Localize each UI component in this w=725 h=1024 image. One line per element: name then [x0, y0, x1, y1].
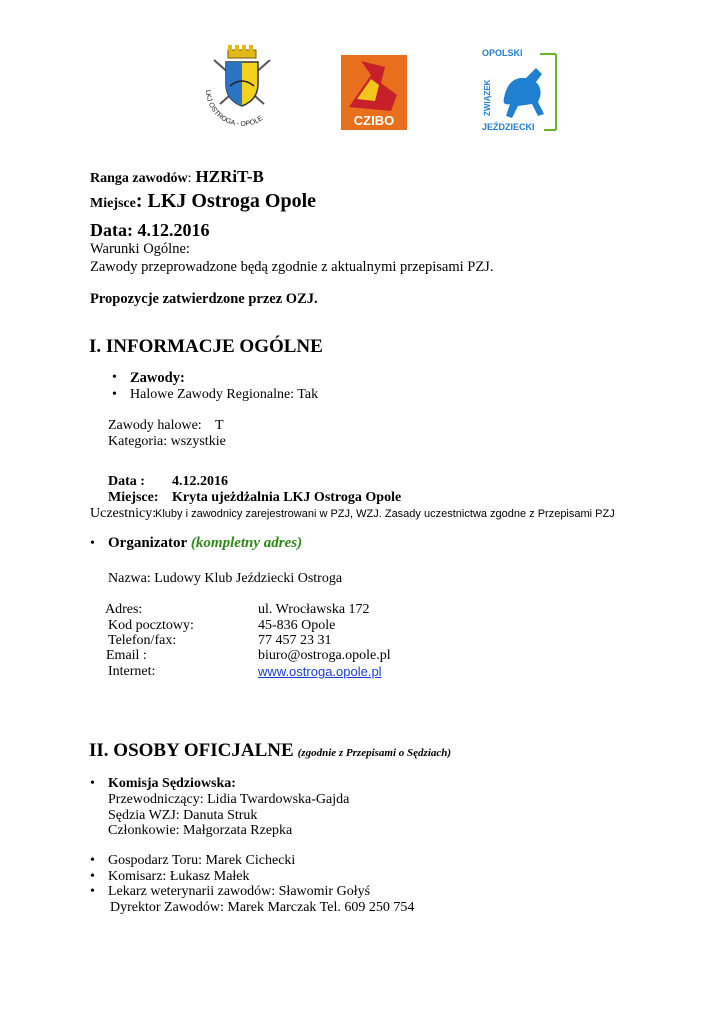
- ranga-value: HZRiT-B: [195, 167, 264, 186]
- internet-link[interactable]: www.ostroga.opole.pl: [258, 664, 382, 679]
- dyrektor: Dyrektor Zawodów: Marek Marczak Tel. 609 250 754: [110, 900, 415, 915]
- email-value: biuro@ostroga.opole.pl: [258, 648, 391, 663]
- section1-heading: I. INFORMACJE OGÓLNE: [89, 336, 323, 357]
- miejsce2-value: Kryta ujeżdżalnia LKJ Ostroga Opole: [172, 490, 402, 505]
- bullet-icon: •: [90, 853, 95, 868]
- data-line: Data: 4.12.2016: [90, 220, 210, 240]
- propozycje-line: Propozycje zatwierdzone przez OZJ.: [90, 291, 318, 307]
- halowe-regionalne: Halowe Zawody Regionalne: Tak: [130, 387, 319, 402]
- organizator-label: Organizator: [108, 535, 188, 551]
- czlonkowie: Członkowie: Małgorzata Rzepka: [108, 823, 293, 838]
- sedzia: Sędzia WZJ: Danuta Struk: [108, 808, 258, 823]
- warunki-label: Warunki Ogólne:: [90, 241, 190, 257]
- nazwa-line: Nazwa: Ludowy Klub Jeździecki Ostroga: [108, 571, 343, 586]
- uczestnicy-value: Kluby i zawodnicy zarejestrowani w PZJ, WZJ. Zasady uczestnictwa zgodne z Przepisami PZJ: [155, 508, 615, 520]
- kod-value: 45-836 Opole: [258, 618, 336, 633]
- telefon-value: 77 457 23 31: [258, 633, 332, 648]
- telefon-label: Telefon/fax:: [108, 633, 177, 648]
- bullet-icon: •: [112, 387, 117, 402]
- ostroga-logo-text: LKJ OSTROGA - OPOLE: [203, 89, 265, 129]
- miejsce-value: : LKJ Ostroga Opole: [135, 190, 317, 212]
- ozj-logo: [478, 46, 562, 134]
- bullet-icon: •: [90, 536, 95, 551]
- przewodniczacy: Przewodniczący: Lidia Twardowska-Gajda: [108, 792, 350, 807]
- kod-label: Kod pocztowy:: [108, 618, 194, 633]
- zgodnie-line: Zawody przeprowadzone będą zgodnie z aktualnymi przepisami PZJ.: [90, 259, 494, 275]
- bullet-icon: •: [90, 884, 95, 899]
- czibo-logo: [341, 55, 407, 130]
- adres-value: ul. Wrocławska 172: [258, 602, 370, 617]
- czibo-logo-text: CZIBO: [353, 113, 395, 128]
- ranga-label: Ranga zawodów: [90, 171, 188, 186]
- zawody-label: Zawody:: [130, 370, 185, 386]
- data-value: 4.12.2016: [172, 474, 228, 489]
- ranga-colon: :: [187, 171, 192, 186]
- zawody-halowe-value: T: [215, 418, 224, 433]
- komisarz: Komisarz: Łukasz Małek: [108, 869, 250, 884]
- bullet-icon: •: [112, 370, 117, 385]
- email-label: Email :: [106, 648, 147, 663]
- section2-heading-note: (zgodnie z Przepisami o Sędziach): [297, 747, 452, 759]
- bullet-icon: •: [90, 869, 95, 884]
- komisja-label: Komisja Sędziowska:: [108, 776, 236, 791]
- lekarz: Lekarz weterynarii zawodów: Sławomir Gołyś: [108, 884, 371, 899]
- uczestnicy-label: Uczestnicy:: [90, 506, 157, 521]
- ostroga-logo: [196, 42, 288, 137]
- organizator-note: (kompletny adres): [190, 535, 303, 551]
- miejsce2-label: Miejsce:: [108, 490, 159, 505]
- adres-label: Adres:: [105, 602, 143, 617]
- ozj-logo-line2: ZWIĄZEK: [483, 79, 492, 116]
- miejsce-label: Miejsce: [90, 196, 136, 211]
- internet-label: Internet:: [108, 664, 156, 679]
- ozj-logo-line3: JEŹDZIECKI: [482, 122, 535, 132]
- kategoria: Kategoria: wszystkie: [108, 434, 226, 449]
- section2-heading: II. OSOBY OFICJALNE: [89, 740, 294, 761]
- data-label: Data :: [108, 474, 145, 489]
- ozj-logo-line1: OPOLSKI: [482, 48, 523, 58]
- zawody-halowe-label: Zawody halowe:: [108, 418, 202, 433]
- bullet-icon: •: [90, 776, 95, 791]
- gospodarz: Gospodarz Toru: Marek Cichecki: [108, 853, 296, 868]
